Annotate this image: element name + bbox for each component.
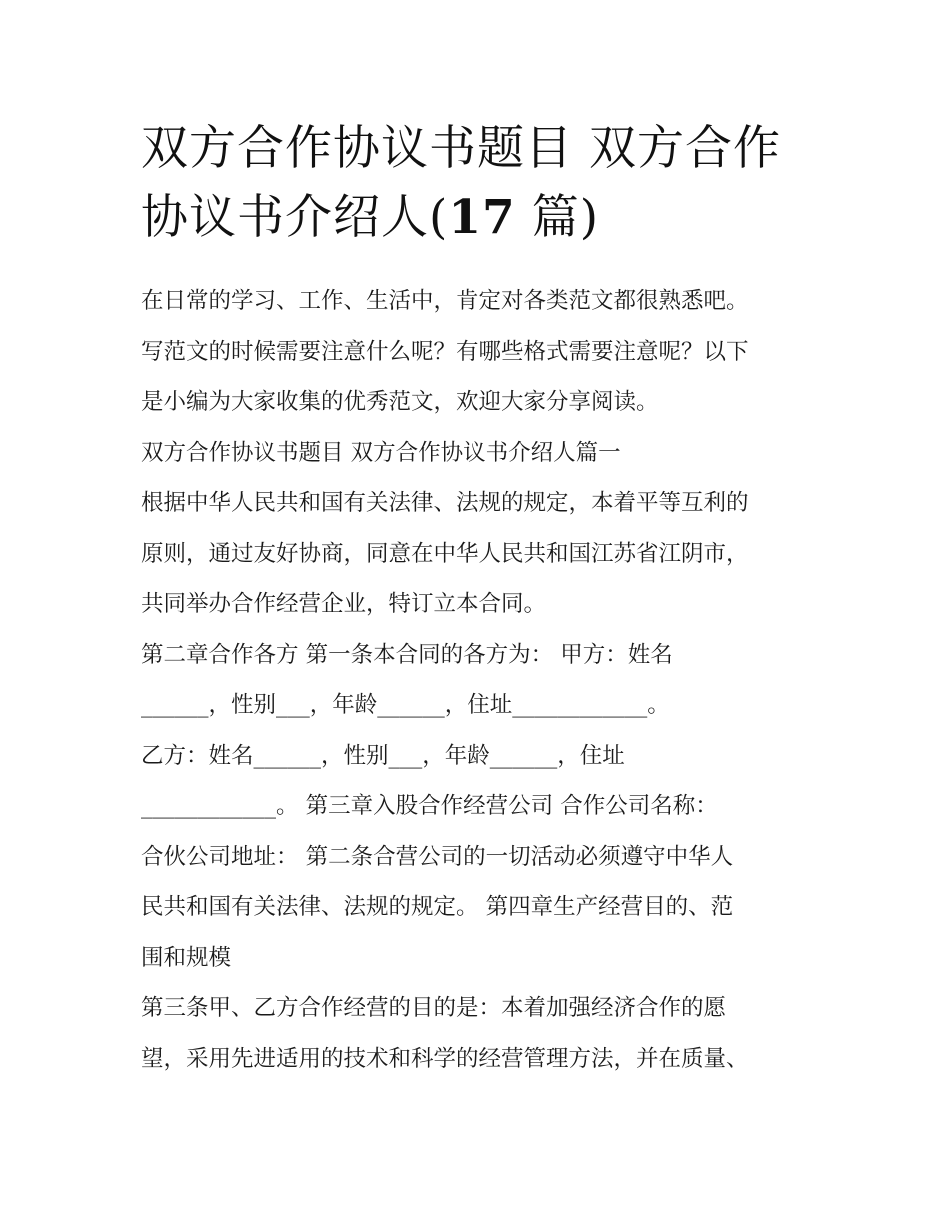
paragraph-line: 双方合作协议书题目 双方合作协议书介绍人篇一 bbox=[141, 439, 621, 466]
paragraph-line: 根据中华人民共和国有关法律、法规的规定，本着平等互利的 bbox=[141, 490, 749, 516]
paragraph-line: 乙方：姓名______，性别___，年龄______，住址 bbox=[141, 742, 625, 769]
document-body bbox=[141, 276, 821, 1084]
paragraph-line: ______，性别___，年龄______，住址____________。 bbox=[141, 692, 670, 718]
paragraph-line: 第二章合作各方 第一条本合同的各方为： 甲方：姓名 bbox=[141, 641, 673, 668]
paragraph-line: 是小编为大家收集的优秀范文，欢迎大家分享阅读。 bbox=[141, 389, 659, 415]
paragraph-line: 原则，通过友好协商，同意在中华人民共和国江苏省江阴市， bbox=[141, 540, 749, 567]
title-line-1: 双方合作协议书题目 双方合作 bbox=[141, 121, 781, 176]
paragraph-article-3 bbox=[141, 983, 821, 1084]
title-line-2-number: 17 bbox=[448, 190, 516, 245]
section-heading bbox=[141, 428, 821, 479]
paragraph-preamble bbox=[141, 478, 821, 630]
paragraph-party-b bbox=[141, 731, 821, 984]
paragraph-intro bbox=[141, 276, 821, 428]
title-line-2-prefix: 协议书介绍人( bbox=[141, 190, 449, 245]
paragraph-line: 民共和国有关法律、法规的规定。 第四章生产经营目的、范 bbox=[141, 894, 734, 920]
paragraph-line: 合伙公司地址： 第二条合营公司的一切活动必须遵守中华人 bbox=[141, 843, 734, 870]
paragraph-line: 围和规模 bbox=[141, 944, 232, 971]
paragraph-line: ____________。 第三章入股合作经营公司 合作公司名称： bbox=[141, 793, 718, 819]
paragraph-line: 在日常的学习、工作、生活中，肯定对各类范文都很熟悉吧。 bbox=[141, 288, 749, 314]
paragraph-line: 写范文的时候需要注意什么呢？有哪些格式需要注意呢？以下 bbox=[141, 338, 749, 365]
paragraph-line: 共同举办合作经营企业，特订立本合同。 bbox=[141, 591, 547, 617]
title-line-2 bbox=[141, 183, 821, 252]
paragraph-line: 第三条甲、乙方合作经营的目的是：本着加强经济合作的愿 bbox=[141, 995, 727, 1021]
title-line-2-suffix: 篇) bbox=[515, 190, 600, 245]
document-title bbox=[141, 114, 821, 252]
paragraph-line: 望，采用先进适用的技术和科学的经营管理方法，并在质量、 bbox=[141, 1045, 749, 1072]
paragraph-party-a bbox=[141, 630, 821, 731]
